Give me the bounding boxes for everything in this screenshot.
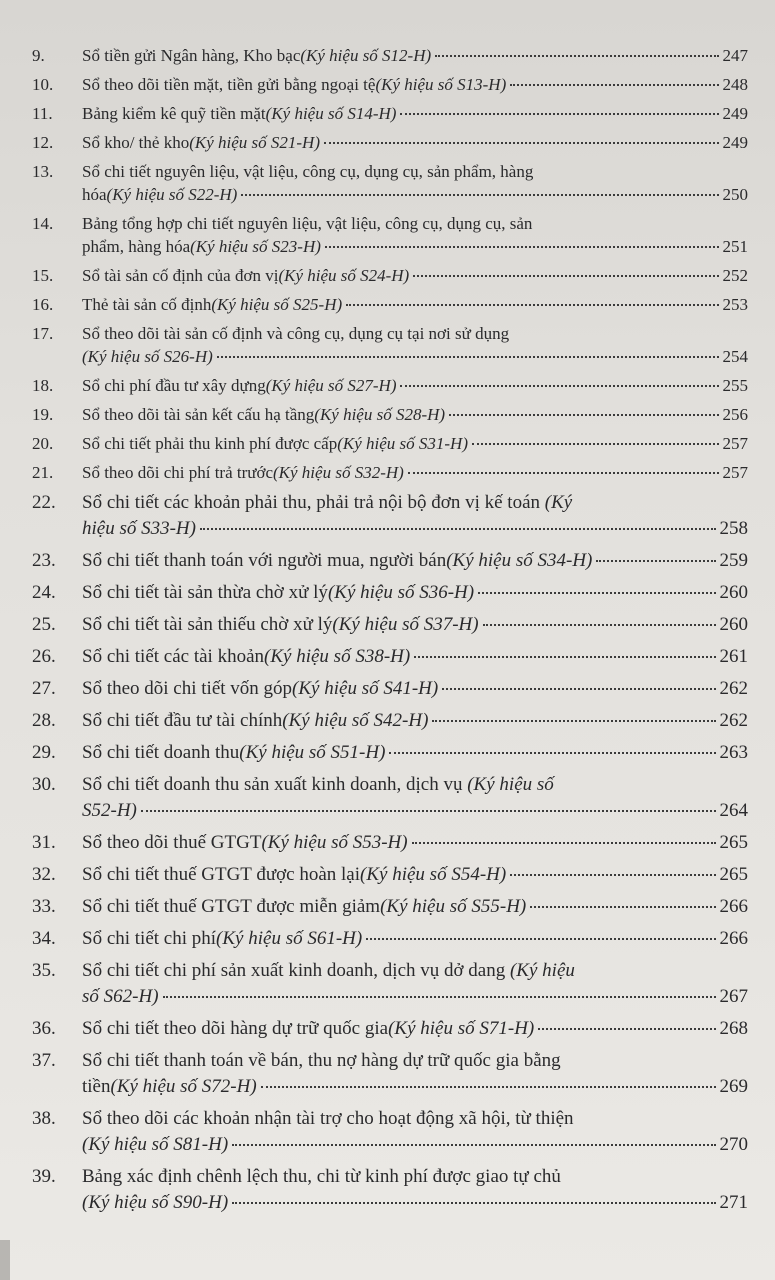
entry-title: Sổ chi tiết theo dõi hàng dự trữ quốc gia <box>82 1018 389 1039</box>
entry-code: (Ký hiệu số S12-H) <box>300 46 432 65</box>
dot-leader <box>538 1028 715 1030</box>
entry-title: Sổ chi tiết nguyên liệu, vật liệu, công cụ, dụng cụ, sản phẩm, hàng <box>82 162 534 181</box>
entry-number: 30. <box>32 774 56 795</box>
entry-code: (Ký hiệu số S13-H) <box>375 75 507 94</box>
entry-line <box>82 612 748 638</box>
entry-title: Sổ chi tiết thuế GTGT được hoàn lại <box>82 864 361 885</box>
dot-leader <box>408 472 719 474</box>
toc-entry <box>32 432 748 455</box>
entry-number: 20. <box>32 434 54 453</box>
entry-page: 255 <box>722 376 748 395</box>
entry-line <box>82 830 748 856</box>
entry-title: Sổ theo dõi tài sản kết cấu hạ tầng <box>82 405 315 424</box>
entry-line <box>82 264 748 287</box>
entry-code: (Ký hiệu số S41-H) <box>292 678 439 699</box>
toc-entry <box>32 862 748 888</box>
dot-leader <box>510 84 718 86</box>
entry-number: 36. <box>32 1018 56 1039</box>
toc-entry <box>32 644 748 670</box>
dot-leader <box>432 720 715 722</box>
entry-code: (Ký hiệu số S81-H) <box>82 1134 229 1155</box>
entry-title: Sổ theo dõi tài sản cố định và công cụ, dụng cụ tại nơi sử dụng <box>82 324 510 343</box>
dot-leader <box>346 304 718 306</box>
dot-leader <box>442 688 715 690</box>
entry-title: Sổ chi tiết tài sản thiếu chờ xử lý <box>82 614 333 635</box>
entry-title: Sổ chi tiết doanh thu <box>82 742 240 763</box>
entry-page: 252 <box>722 266 748 285</box>
entry-code: (Ký hiệu số S37-H) <box>332 614 479 635</box>
entry-page: 260 <box>719 614 748 635</box>
entry-code: (Ký hiệu số S36-H) <box>327 582 475 603</box>
entry-title-cont: phẩm, hàng hóa <box>82 237 191 256</box>
entry-line <box>82 644 748 670</box>
entry-line <box>82 580 748 606</box>
dot-leader <box>596 560 715 562</box>
entry-last-line <box>82 235 748 258</box>
entry-line <box>82 862 748 888</box>
entry-number: 17. <box>32 324 54 343</box>
entry-number: 9. <box>32 46 45 65</box>
entry-last-line <box>82 984 748 1010</box>
entry-code-start: (Ký hiệu số <box>467 774 554 795</box>
entry-number: 39. <box>32 1166 56 1187</box>
entry-title: Thẻ tài sản cố định <box>82 295 212 314</box>
entry-code: (Ký hiệu số S90-H) <box>82 1192 229 1213</box>
entry-page: 266 <box>719 928 748 949</box>
entry-first-line <box>82 490 748 516</box>
entry-number: 18. <box>32 376 54 395</box>
entry-last-line <box>82 516 748 542</box>
entry-number: 12. <box>32 133 54 152</box>
toc-entry <box>32 708 748 734</box>
entry-number: 14. <box>32 214 54 233</box>
entry-last-line <box>82 1132 748 1158</box>
toc-entry <box>32 293 748 316</box>
entry-title: Sổ chi tiết thuế GTGT được miễn giảm <box>82 896 381 917</box>
dot-leader <box>530 906 715 908</box>
entry-last-line <box>82 1074 748 1100</box>
entry-title: Sổ theo dõi thuế GTGT <box>82 832 262 853</box>
entry-last-line <box>82 1190 748 1216</box>
entry-title: Sổ theo dõi tiền mặt, tiền gửi bằng ngoại tệ <box>82 75 376 94</box>
entry-line <box>82 102 748 125</box>
entry-number: 35. <box>32 960 56 981</box>
dot-leader <box>232 1144 715 1146</box>
entry-line <box>82 374 748 397</box>
entry-number: 13. <box>32 162 54 181</box>
toc-entry <box>32 926 748 952</box>
entry-page: 262 <box>719 710 748 731</box>
dot-leader <box>449 414 718 416</box>
entry-code: (Ký hiệu số S23-H) <box>190 237 321 256</box>
dot-leader <box>400 113 718 115</box>
entry-page: 257 <box>722 434 748 453</box>
entry-page: 249 <box>722 133 748 152</box>
dot-leader <box>141 810 716 812</box>
entry-line <box>82 894 748 920</box>
entry-number: 33. <box>32 896 56 917</box>
entry-title: Sổ theo dõi chi phí trả trước <box>82 463 274 482</box>
entry-first-line <box>82 1106 748 1132</box>
entry-line <box>82 740 748 766</box>
entry-code: số S62-H) <box>82 986 159 1007</box>
entry-number: 37. <box>32 1050 56 1071</box>
dot-leader <box>200 528 716 530</box>
entry-code: (Ký hiệu số S27-H) <box>265 376 397 395</box>
entry-title: Sổ theo dõi chi tiết vốn góp <box>82 678 293 699</box>
entry-code: (Ký hiệu số S55-H) <box>380 896 527 917</box>
entry-last-line <box>82 798 748 824</box>
dot-leader <box>472 443 719 445</box>
entry-number: 27. <box>32 678 56 699</box>
entry-number: 29. <box>32 742 56 763</box>
entry-line <box>82 548 748 574</box>
entry-page: 248 <box>722 75 748 94</box>
dot-leader <box>400 385 718 387</box>
toc-entry <box>32 958 748 1010</box>
entry-title: Sổ chi tiết thanh toán về bán, thu nợ hàng dự trữ quốc gia bằng <box>82 1050 561 1071</box>
entry-number: 26. <box>32 646 56 667</box>
entry-code: (Ký hiệu số S21-H) <box>189 133 320 152</box>
entry-code: (Ký hiệu số S38-H) <box>264 646 411 667</box>
entry-page: 265 <box>719 864 748 885</box>
entry-page: 267 <box>719 986 748 1007</box>
table-of-contents <box>32 44 748 1222</box>
dot-leader <box>435 55 718 57</box>
toc-entry <box>32 44 748 67</box>
entry-number: 25. <box>32 614 56 635</box>
toc-entry <box>32 160 748 206</box>
entry-page: 263 <box>719 742 748 763</box>
toc-entry <box>32 894 748 920</box>
entry-page: 264 <box>719 800 748 821</box>
toc-entry <box>32 548 748 574</box>
entry-number: 31. <box>32 832 56 853</box>
entry-code: (Ký hiệu số S26-H) <box>82 347 213 366</box>
entry-code: (Ký hiệu số S72-H) <box>110 1076 257 1097</box>
entry-number: 15. <box>32 266 54 285</box>
entry-first-line <box>82 160 748 183</box>
entry-title: Sổ chi tiết đầu tư tài chính <box>82 710 283 731</box>
entry-title: Bảng tổng hợp chi tiết nguyên liệu, vật liệu, công cụ, dụng cụ, sản <box>82 214 533 233</box>
entry-title: Sổ chi tiết chi phí sản xuất kinh doanh, dịch vụ dở dang <box>82 960 510 981</box>
entry-number: 23. <box>32 550 56 571</box>
toc-entry <box>32 403 748 426</box>
toc-entry <box>32 131 748 154</box>
dot-leader <box>241 194 718 196</box>
entry-page: 250 <box>722 185 748 204</box>
dot-leader <box>412 842 716 844</box>
toc-entry <box>32 1016 748 1042</box>
entry-number: 24. <box>32 582 56 603</box>
entry-last-line <box>82 345 748 368</box>
entry-line <box>82 1016 748 1042</box>
dot-leader <box>366 938 715 940</box>
entry-line <box>82 44 748 67</box>
dot-leader <box>163 996 716 998</box>
entry-code: (Ký hiệu số S22-H) <box>106 185 238 204</box>
entry-code: (Ký hiệu số S54-H) <box>360 864 507 885</box>
toc-entry <box>32 1106 748 1158</box>
entry-page: 269 <box>719 1076 748 1097</box>
entry-page: 256 <box>722 405 748 424</box>
entry-code: (Ký hiệu số S53-H) <box>261 832 408 853</box>
entry-title: Bảng xác định chênh lệch thu, chi từ kinh phí được giao tự chủ <box>82 1166 561 1187</box>
entry-page: 266 <box>719 896 748 917</box>
entry-number: 34. <box>32 928 56 949</box>
entry-number: 21. <box>32 463 54 482</box>
entry-line <box>82 461 748 484</box>
toc-entry <box>32 322 748 368</box>
toc-entry <box>32 740 748 766</box>
entry-title: Sổ theo dõi các khoản nhận tài trợ cho hoạt động xã hội, từ thiện <box>82 1108 574 1129</box>
entry-number: 22. <box>32 492 56 513</box>
entry-first-line <box>82 958 748 984</box>
entry-number: 10. <box>32 75 54 94</box>
dot-leader <box>232 1202 715 1204</box>
entry-page: 265 <box>719 832 748 853</box>
entry-page: 253 <box>722 295 748 314</box>
toc-entry <box>32 212 748 258</box>
entry-title: Sổ chi tiết phải thu kinh phí được cấp <box>82 434 338 453</box>
entry-code-start: (Ký <box>544 492 573 513</box>
entry-title: Sổ chi tiết doanh thu sản xuất kinh doanh, dịch vụ <box>82 774 468 795</box>
entry-page: 259 <box>719 550 748 571</box>
entry-page: 262 <box>719 678 748 699</box>
entry-code: (Ký hiệu số S42-H) <box>282 710 429 731</box>
entry-first-line <box>82 1048 748 1074</box>
entry-line <box>82 293 748 316</box>
entry-title: Sổ tiền gửi Ngân hàng, Kho bạc <box>82 46 301 65</box>
entry-page: 261 <box>719 646 748 667</box>
entry-title: Sổ tài sản cố định của đơn vị <box>82 266 279 285</box>
entry-code: (Ký hiệu số S28-H) <box>314 405 446 424</box>
dot-leader <box>478 592 715 594</box>
dot-leader <box>414 656 715 658</box>
entry-first-line <box>82 772 748 798</box>
entry-title: Bảng kiểm kê quỹ tiền mặt <box>82 104 266 123</box>
dot-leader <box>217 356 719 358</box>
entry-number: 19. <box>32 405 54 424</box>
dot-leader <box>389 752 715 754</box>
entry-first-line <box>82 212 748 235</box>
entry-line <box>82 676 748 702</box>
dot-leader <box>324 142 719 144</box>
entry-code: (Ký hiệu số S31-H) <box>337 434 468 453</box>
entry-code: (Ký hiệu số S71-H) <box>388 1018 535 1039</box>
entry-title-cont: tiền <box>82 1076 111 1097</box>
dot-leader <box>413 275 718 277</box>
toc-entry <box>32 73 748 96</box>
entry-page: 258 <box>719 518 748 539</box>
dot-leader <box>510 874 715 876</box>
entry-first-line <box>82 322 748 345</box>
toc-entry <box>32 772 748 824</box>
toc-entry <box>32 612 748 638</box>
toc-entry <box>32 1048 748 1100</box>
entry-line <box>82 131 748 154</box>
entry-code: (Ký hiệu số S61-H) <box>216 928 363 949</box>
entry-title: Sổ chi tiết các tài khoản <box>82 646 265 667</box>
entry-page: 270 <box>719 1134 748 1155</box>
entry-page: 268 <box>719 1018 748 1039</box>
entry-line <box>82 926 748 952</box>
entry-title-cont: hóa <box>82 185 107 204</box>
entry-number: 28. <box>32 710 56 731</box>
entry-line <box>82 708 748 734</box>
entry-code: (Ký hiệu số S25-H) <box>211 295 343 314</box>
toc-entry <box>32 374 748 397</box>
entry-number: 38. <box>32 1108 56 1129</box>
entry-title: Sổ chi tiết thanh toán với người mua, người bán <box>82 550 447 571</box>
toc-entry <box>32 1164 748 1216</box>
entry-line <box>82 73 748 96</box>
entry-first-line <box>82 1164 748 1190</box>
entry-page: 247 <box>722 46 748 65</box>
entry-page: 260 <box>719 582 748 603</box>
entry-code: S52-H) <box>82 800 137 821</box>
entry-page: 257 <box>722 463 748 482</box>
entry-page: 254 <box>722 347 748 366</box>
entry-code: (Ký hiệu số S14-H) <box>265 104 397 123</box>
entry-code: (Ký hiệu số S34-H) <box>446 550 593 571</box>
dot-leader <box>261 1086 716 1088</box>
entry-line <box>82 403 748 426</box>
entry-title: Sổ chi tiết chi phí <box>82 928 217 949</box>
entry-number: 11. <box>32 104 53 123</box>
entry-number: 32. <box>32 864 56 885</box>
dot-leader <box>483 624 716 626</box>
toc-entry <box>32 102 748 125</box>
entry-title: Sổ chi tiết các khoản phải thu, phải trả nội bộ đơn vị kế toán <box>82 492 545 513</box>
entry-title: Sổ chi tiết tài sản thừa chờ xử lý <box>82 582 328 603</box>
toc-entry <box>32 676 748 702</box>
toc-entry <box>32 461 748 484</box>
entry-title: Sổ chi phí đầu tư xây dựng <box>82 376 266 395</box>
entry-page: 249 <box>722 104 748 123</box>
entry-last-line <box>82 183 748 206</box>
entry-code: (Ký hiệu số S32-H) <box>273 463 404 482</box>
toc-entry <box>32 580 748 606</box>
entry-code: hiệu số S33-H) <box>82 518 196 539</box>
toc-entry <box>32 490 748 542</box>
toc-entry <box>32 830 748 856</box>
toc-entry <box>32 264 748 287</box>
entry-page: 271 <box>719 1192 748 1213</box>
dot-leader <box>325 246 719 248</box>
entry-title: Sổ kho/ thẻ kho <box>82 133 190 152</box>
entry-page: 251 <box>722 237 748 256</box>
entry-code-start: (Ký hiệu <box>509 960 575 981</box>
book-binding-edge <box>0 1240 10 1280</box>
entry-code: (Ký hiệu số S24-H) <box>278 266 410 285</box>
entry-line <box>82 432 748 455</box>
entry-code: (Ký hiệu số S51-H) <box>239 742 386 763</box>
entry-number: 16. <box>32 295 54 314</box>
